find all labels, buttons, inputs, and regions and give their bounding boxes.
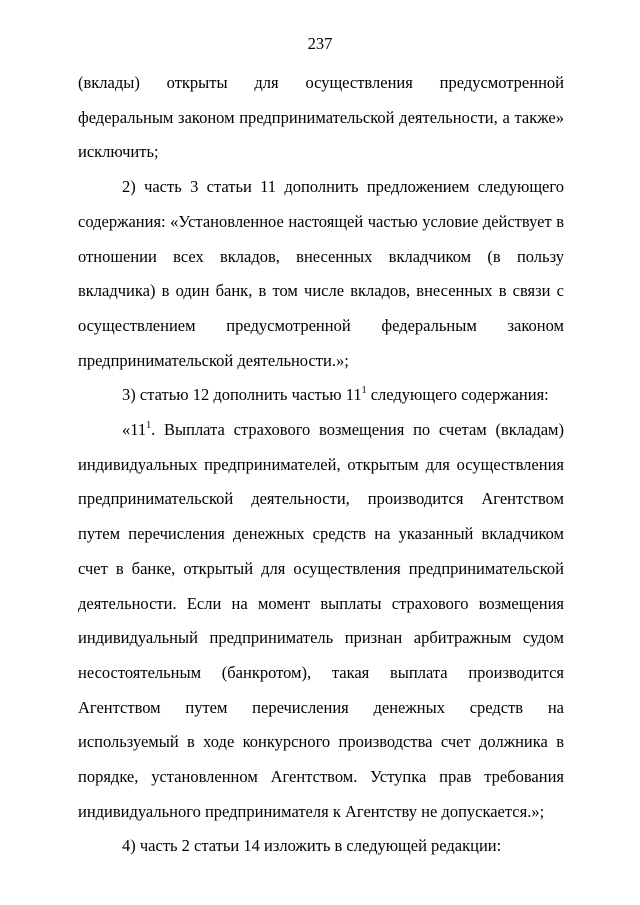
page-number: 237: [307, 34, 333, 53]
superscript: 1: [361, 384, 367, 396]
superscript: 1: [146, 419, 152, 431]
paragraph-continuation: (вклады) открыты для осуществления предусмотренной федеральным законом предпринимательской деятельности, а также» исключить;: [78, 73, 564, 162]
paragraph-item-2: 2) часть 3 статьи 11 дополнить предложением следующего содержания: «Установленное настоящей частью условие действует в отношении всех вкладов, внесенных вкладчиком (в пользу вкладчика) в один банк, в том числе вкладов, внесенных в связи с осуществлением предусмотренной федеральным законом предпринимательской деятельности.»;: [78, 177, 564, 370]
paragraph-item-3-tail: следующего содержания:: [366, 385, 549, 405]
article-number: «11: [122, 420, 147, 440]
document-body: [78, 66, 564, 864]
article-text: . Выплата страхового возмещения по счетам (вкладам) индивидуальных предпринимателей, открытым для осуществления предпринимательской деятельности, производится Агентством путем перечисления денежных средств на указанный вкладчиком счет в банке, открытый для осуществления предпринимательской деятельности. Если на момент выплаты страхового возмещения индивидуальный предприниматель признан арбитражным судом несостоятельным (банкротом), такая выплата производится Агентством путем перечисления денежных средств на используемый в ходе конкурсного производства счет должника в порядке, установленном Агентством. Уступка прав требования индивидуального предпринимателя к Агентству не допускается.»;: [78, 420, 564, 821]
paragraph-item-3: [78, 378, 564, 413]
paragraph-article-11-1: [78, 413, 564, 829]
paragraph-item-4: 4) часть 2 статьи 14 изложить в следующей редакции:: [122, 836, 502, 856]
paragraph-item-3-text: 3) статью 12 дополнить частью 11: [122, 385, 362, 405]
